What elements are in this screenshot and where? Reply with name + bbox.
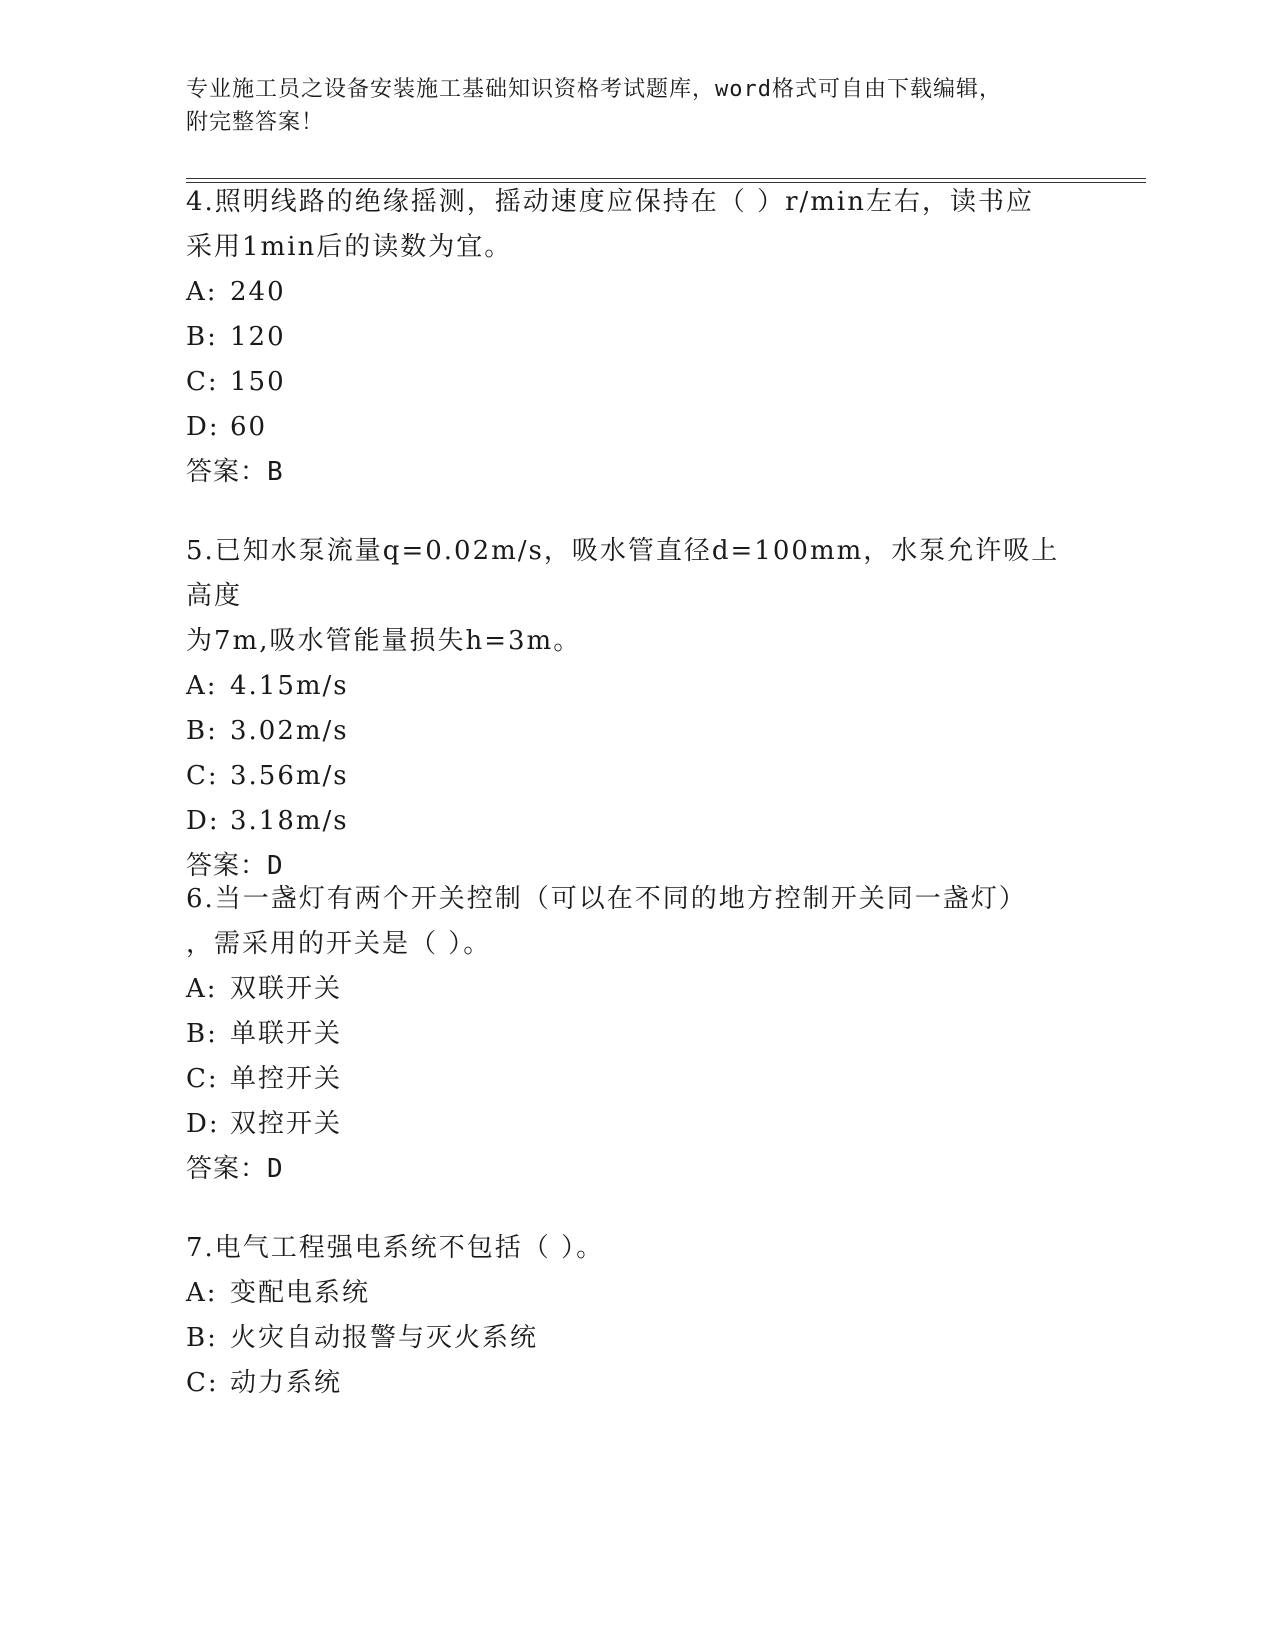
option-c	[186, 754, 1066, 799]
option-a	[186, 664, 1066, 709]
option-b	[186, 315, 1066, 360]
option-letter: D:	[186, 1109, 220, 1139]
option-d	[186, 799, 1066, 844]
option-letter: B:	[186, 1019, 218, 1049]
option-text: 240	[230, 277, 286, 307]
option-text: 动力系统	[230, 1368, 343, 1398]
option-d	[186, 405, 1066, 450]
option-letter: A:	[186, 974, 218, 1004]
option-text: 3.18m/s	[230, 806, 349, 836]
option-letter: A:	[186, 277, 218, 307]
option-text: 火灾自动报警与灭火系统	[230, 1323, 539, 1353]
option-letter: B:	[186, 716, 218, 746]
option-letter: A:	[186, 671, 218, 701]
option-text: 3.02m/s	[230, 716, 349, 746]
option-b	[186, 1012, 1066, 1057]
stem-line-2: 采用1min后的读数为宜。	[186, 232, 513, 262]
question-5	[186, 529, 1066, 889]
option-text: 120	[230, 322, 286, 352]
question-stem	[186, 877, 1066, 967]
option-a	[186, 1271, 1066, 1316]
option-text: 变配电系统	[230, 1278, 371, 1308]
stem-line-1: 6.当一盏灯有两个开关控制（可以在不同的地方控制开关同一盏灯）	[186, 884, 1027, 914]
option-text: 4.15m/s	[230, 671, 349, 701]
option-letter: C:	[186, 1064, 219, 1094]
option-text: 3.56m/s	[230, 761, 349, 791]
option-letter: C:	[186, 761, 219, 791]
option-text: 60	[230, 412, 268, 442]
option-text: 单控开关	[230, 1064, 343, 1094]
answer-line: 答案：D	[186, 851, 284, 881]
option-text: 双联开关	[230, 974, 343, 1004]
option-letter: B:	[186, 322, 218, 352]
stem-line-1: 5.已知水泵流量q=0.02m/s，吸水管直径d=100mm，水泵允许吸上高度	[186, 536, 1060, 611]
question-stem	[186, 180, 1066, 270]
option-b	[186, 709, 1066, 754]
option-d	[186, 1102, 1066, 1147]
option-a	[186, 967, 1066, 1012]
header-line-2: 附完整答案！	[186, 110, 325, 135]
option-a	[186, 270, 1066, 315]
option-letter: D:	[186, 806, 220, 836]
question-4	[186, 180, 1066, 495]
option-letter: B:	[186, 1323, 218, 1353]
stem-line-2: 为7m,吸水管能量损失h=3m。	[186, 626, 582, 656]
option-c	[186, 360, 1066, 405]
option-b	[186, 1316, 1066, 1361]
question-stem	[186, 529, 1066, 664]
option-text: 150	[230, 367, 286, 397]
answer-line: 答案：D	[186, 1154, 284, 1184]
option-c	[186, 1057, 1066, 1102]
question-6	[186, 877, 1066, 1192]
stem-line-1: 7.电气工程强电系统不包括（ ）。	[186, 1233, 605, 1263]
stem-line-1: 4.照明线路的绝缘摇测，摇动速度应保持在（ ）r/min左右，读书应	[186, 187, 1034, 217]
question-stem	[186, 1226, 1066, 1271]
option-text: 单联开关	[230, 1019, 343, 1049]
option-letter: D:	[186, 412, 220, 442]
document-header	[186, 73, 1066, 139]
option-letter: A:	[186, 1278, 218, 1308]
stem-line-2: ，需采用的开关是（ ）。	[186, 929, 492, 959]
option-letter: C:	[186, 1368, 219, 1398]
option-c	[186, 1361, 1066, 1406]
option-text: 双控开关	[230, 1109, 343, 1139]
header-line-1: 专业施工员之设备安装施工基础知识资格考试题库，word格式可自由下载编辑，	[186, 77, 1002, 102]
answer-line: 答案：B	[186, 457, 284, 487]
option-letter: C:	[186, 367, 219, 397]
question-7	[186, 1226, 1066, 1406]
